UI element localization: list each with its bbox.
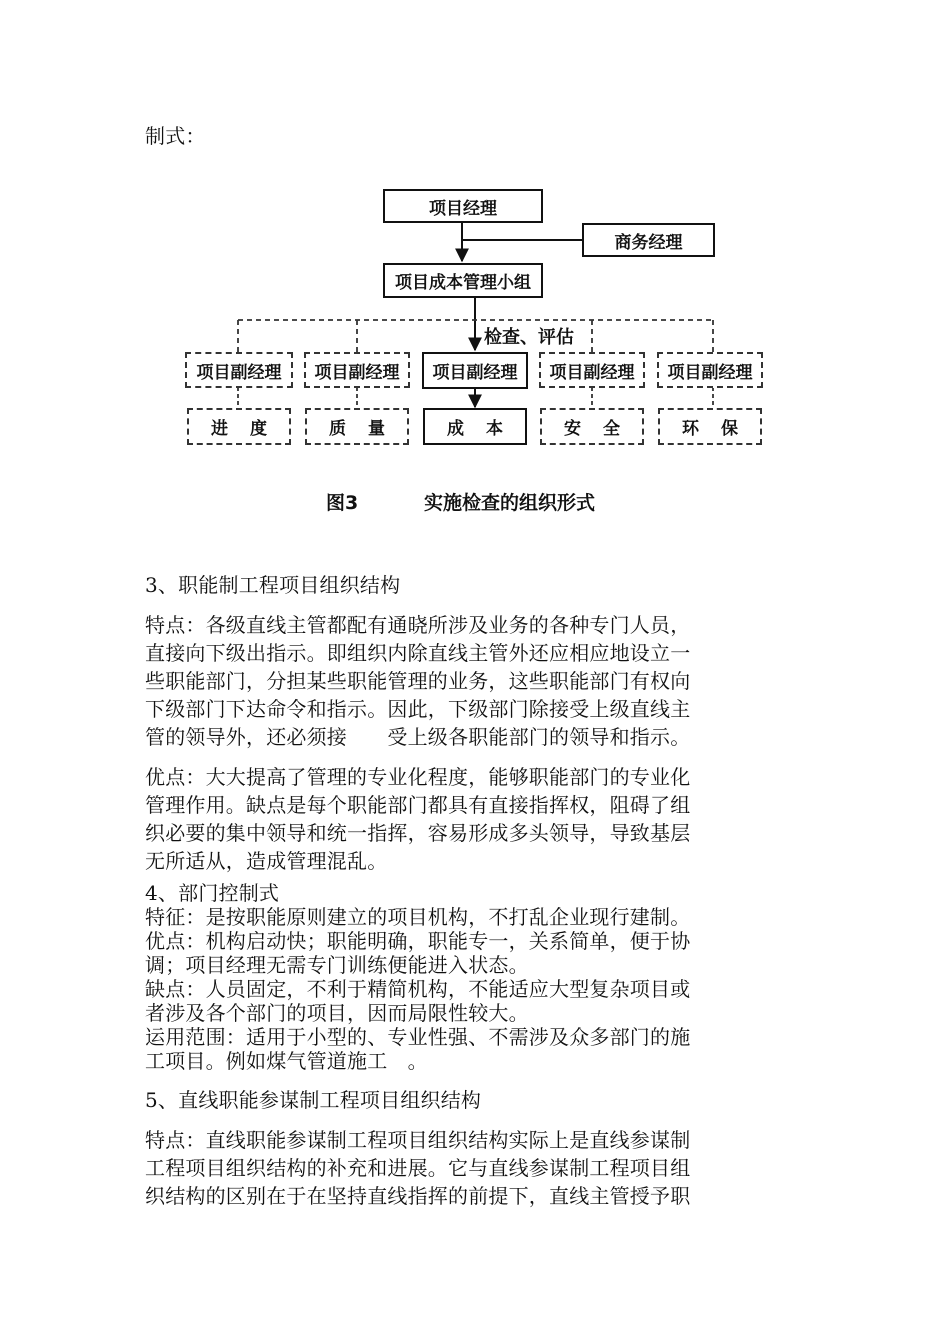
area-box-quality: 质量 bbox=[305, 408, 409, 445]
paragraph-line: 织必要的集中领导和统一指挥，容易形成多头领导，导致基层 bbox=[145, 821, 691, 845]
paragraph-line: 工项目。例如煤气管道施工 。 bbox=[145, 1049, 428, 1073]
paragraph-line: 运用范围：适用于小型的、专业性强、不需涉及众多部门的施 bbox=[145, 1025, 691, 1049]
paragraph-line: 无所适从，造成管理混乱。 bbox=[145, 849, 388, 873]
area-box-safety: 安全 bbox=[540, 408, 644, 445]
business-manager-box: 商务经理 bbox=[582, 223, 715, 257]
paragraph-line: 些职能部门，分担某些职能管理的业务，这些职能部门有权向 bbox=[145, 669, 691, 693]
deputy-box-quality: 项目副经理 bbox=[304, 352, 410, 388]
project-manager-box: 项目经理 bbox=[383, 189, 543, 223]
intro-text: 制式： bbox=[145, 124, 206, 148]
paragraph-line: 特征：是按职能原则建立的项目机构，不打乱企业现行建制。 bbox=[145, 905, 691, 929]
paragraph-line: 管的领导外，还必须接 受上级各职能部门的领导和指示。 bbox=[145, 725, 691, 749]
deputy-box-environment: 项目副经理 bbox=[657, 352, 763, 388]
paragraph-line: 特点：直线职能参谋制工程项目组织结构实际上是直线参谋制 bbox=[145, 1128, 691, 1152]
figure-number: 图3 bbox=[326, 492, 359, 514]
area-box-progress: 进度 bbox=[187, 408, 291, 445]
paragraph-line: 织结构的区别在于在坚持直线指挥的前提下，直线主管授予职 bbox=[145, 1184, 691, 1208]
deputy-box-safety: 项目副经理 bbox=[539, 352, 645, 388]
paragraph-line: 优点：机构启动快；职能明确，职能专一，关系简单，便于协 bbox=[145, 929, 691, 953]
check-label: 检查、评估 bbox=[484, 327, 574, 348]
paragraph-line: 直接向下级出指示。即组织内除直线主管外还应相应地设立一 bbox=[145, 641, 691, 665]
paragraph-line: 特点：各级直线主管都配有通晓所涉及业务的各种专门人员， bbox=[145, 613, 691, 637]
section5-heading: 5、直线职能参谋制工程项目组织结构 bbox=[145, 1088, 482, 1112]
paragraph-line: 优点：大大提高了管理的专业化程度，能够职能部门的专业化 bbox=[145, 765, 691, 789]
paragraph-line: 缺点：人员固定，不利于精简机构，不能适应大型复杂项目或 bbox=[145, 977, 691, 1001]
deputy-box-cost: 项目副经理 bbox=[422, 352, 528, 389]
figure-title: 实施检查的组织形式 bbox=[424, 492, 596, 514]
paragraph-line: 管理作用。缺点是每个职能部门都具有直接指挥权，阻碍了组 bbox=[145, 793, 691, 817]
cost-group-box: 项目成本管理小组 bbox=[383, 263, 543, 298]
paragraph-line: 调；项目经理无需专门训练便能进入状态。 bbox=[145, 953, 529, 977]
section3-heading: 3、职能制工程项目组织结构 bbox=[145, 573, 401, 597]
section4-heading: 4、部门控制式 bbox=[145, 881, 280, 905]
deputy-box-progress: 项目副经理 bbox=[185, 352, 293, 388]
paragraph-line: 工程项目组织结构的补充和进展。它与直线参谋制工程项目组 bbox=[145, 1156, 691, 1180]
paragraph-line: 者涉及各个部门的项目，因而局限性较大。 bbox=[145, 1001, 529, 1025]
area-box-environment: 环保 bbox=[658, 408, 762, 445]
area-box-cost: 成本 bbox=[423, 408, 527, 445]
paragraph-line: 下级部门下达命令和指示。因此，下级部门除接受上级直线主 bbox=[145, 697, 691, 721]
